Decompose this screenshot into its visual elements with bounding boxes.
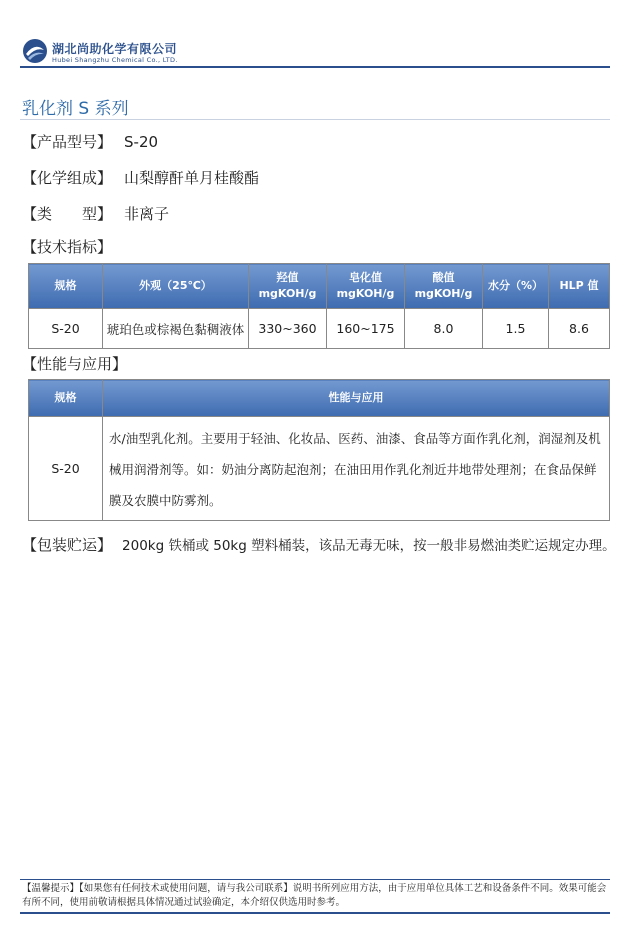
- company-logo-icon: [22, 38, 48, 64]
- perf-section-label: 【性能与应用】: [22, 355, 128, 373]
- spec-header-hlb: HLP 值: [549, 264, 610, 309]
- perf-header-desc: 性能与应用: [103, 380, 610, 417]
- spec-cell-moisture: 1.5: [483, 309, 549, 349]
- footer-divider-top: [20, 879, 610, 880]
- perf-header-spec: 规格: [29, 380, 103, 417]
- perf-table: [28, 379, 610, 521]
- packaging-label: 【包装贮运】: [22, 536, 113, 554]
- spec-header-spec: 规格: [29, 264, 103, 309]
- spec-header-appearance: 外观（25℃）: [103, 264, 249, 309]
- spec-cell-acid: 8.0: [405, 309, 483, 349]
- packaging-field: [22, 534, 616, 555]
- footer-notice: 【温馨提示】【如果您有任何技术或使用问题，请与我公司联系】说明书所列应用方法，由于应用单位具体工艺和设备条件不同。效果可能会有所不同，使用前敬请根据具体情况通过试验确定，本介绍仅供选用时参考。: [22, 883, 607, 908]
- perf-cell-desc: 水/油型乳化剂。主要用于轻油、化妆品、医药、油漆、食品等方面作乳化剂，润湿剂及机械用润滑剂等。如：奶油分离防起泡剂；在油田用作乳化剂近井地带处理剂；在食品保鲜膜及农膜中防雾剂。: [103, 417, 610, 521]
- spec-section-label: 【技术指标】: [22, 238, 113, 256]
- packaging-value: 200kg 铁桶或 50kg 塑料桶装，该品无毒无味，按一般非易燃油类贮运规定办理。: [122, 538, 616, 554]
- series-title: 乳化剂 S 系列: [22, 99, 129, 119]
- footer-divider-bottom: [20, 912, 610, 914]
- type-field: [22, 203, 169, 224]
- header-divider: [20, 66, 610, 68]
- perf-header-row: [29, 380, 610, 417]
- company-name-cn: 湖北尚助化学有限公司: [52, 42, 178, 56]
- model-label: 【产品型号】: [22, 133, 113, 151]
- spec-header-acid: 酸值 mgKOH/g: [405, 264, 483, 309]
- page-header: [0, 0, 625, 70]
- spec-cell-hlb: 8.6: [549, 309, 610, 349]
- composition-field: [22, 167, 259, 188]
- company-name-en: Hubei Shangzhu Chemical Co., LTD.: [52, 56, 178, 64]
- spec-header-hydroxyl: 羟值 mgKOH/g: [249, 264, 327, 309]
- spec-cell-hydroxyl: 330~360: [249, 309, 327, 349]
- series-divider: [20, 119, 610, 120]
- spec-cell-spec: S-20: [29, 309, 103, 349]
- spec-header-row: [29, 264, 610, 309]
- spec-table: [28, 263, 610, 349]
- table-row: [29, 309, 610, 349]
- composition-label: 【化学组成】: [22, 169, 113, 187]
- spec-header-moisture: 水分（%）: [483, 264, 549, 309]
- spec-header-saponification: 皂化值 mgKOH/g: [327, 264, 405, 309]
- model-value: S-20: [124, 133, 159, 151]
- spec-cell-saponification: 160~175: [327, 309, 405, 349]
- spec-cell-appearance: 琥珀色或棕褐色黏稠液体: [103, 309, 249, 349]
- type-label: 【类 型】: [22, 205, 113, 223]
- table-row: [29, 417, 610, 521]
- composition-value: 山梨醇酐单月桂酸酯: [124, 169, 260, 187]
- model-field: [22, 131, 158, 152]
- type-value: 非离子: [124, 205, 170, 223]
- perf-cell-spec: S-20: [29, 417, 103, 521]
